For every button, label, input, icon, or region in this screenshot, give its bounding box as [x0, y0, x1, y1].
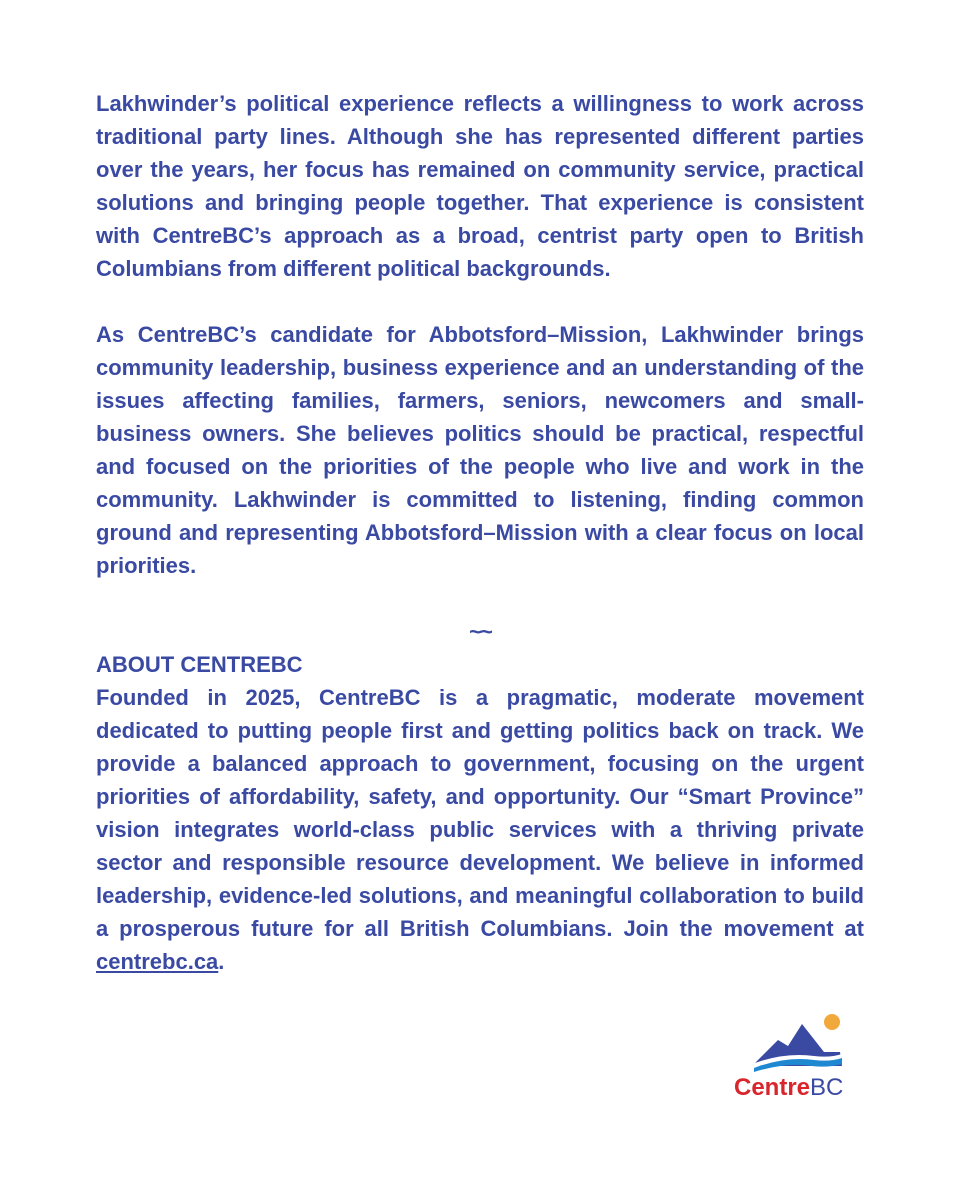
logo-wordmark [734, 1074, 843, 1102]
logo-word-bc: BC [810, 1074, 844, 1101]
paragraph-candidate: As CentreBC’s candidate for Abbotsford–Mission, Lakhwinder brings community leadership, business experience and an understanding of the issues affecting families, farmers, seniors, newcomers and small-business owners. She believes politics should be practical, respectful and focused on the priorities of the people who live and work in the community. Lakhwinder is committed to listening, finding common ground and representing Abbotsford–Mission with a clear focus on local priorities. [96, 322, 864, 578]
about-end: . [218, 949, 225, 974]
paragraph-spacer [96, 285, 864, 318]
mountain-sun-logo-icon [744, 1012, 856, 1074]
about-text: Founded in 2025, CentreBC is a pragmatic, moderate movement dedicated to putting people first and getting politics back on track. We provide a balanced approach to government, focusing on the urgent priorities of affordability, safety, and opportunity. Our “Smart Province” vision integrates world-class public services with a thriving private sector and responsible resource development. We believe in informed leadership, evidence-led solutions, and meaningful collaboration to build a prosperous future for all British Columbians. Join the movement at [96, 685, 864, 941]
about-heading: ABOUT CENTREBC [96, 652, 303, 677]
press-release-body [96, 87, 864, 978]
section-divider: ~~ [469, 619, 491, 644]
paragraph-political-experience: Lakhwinder’s political experience reflects a willingness to work across traditional party lines. Although she has represented different parties over the years, her focus has remained on community service, practical solutions and bringing people together. That experience is consistent with CentreBC’s approach as a broad, centrist party open to British Columbians from different political backgrounds. [96, 91, 864, 281]
about-paragraph [96, 681, 864, 978]
centrebc-link[interactable]: centrebc.ca [96, 949, 219, 974]
centrebc-logo [734, 1012, 864, 1102]
logo-word-centre: Centre [734, 1074, 811, 1101]
